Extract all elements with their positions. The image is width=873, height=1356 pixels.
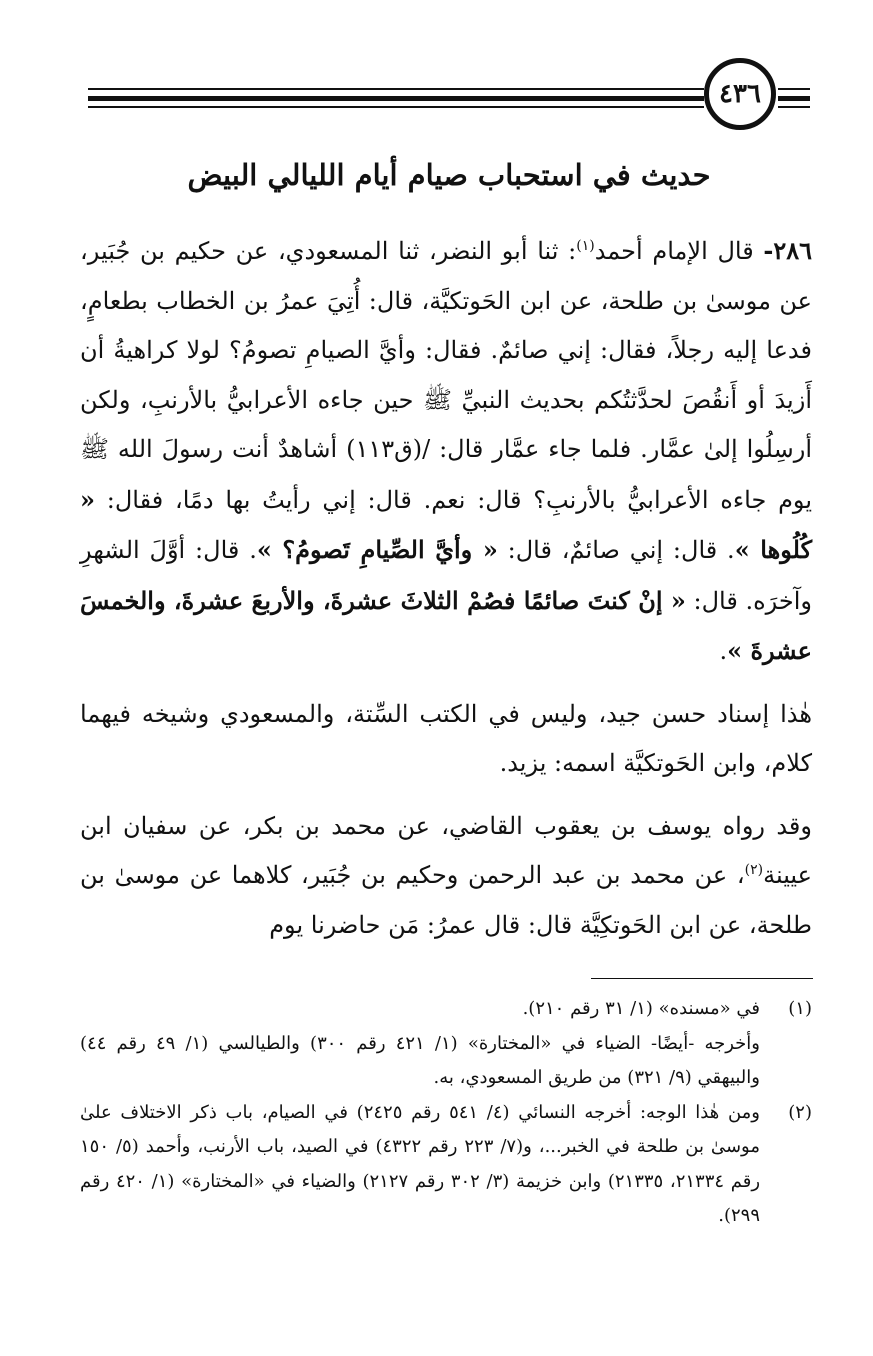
footnote-ref[interactable]: (٢) [744,862,764,878]
commentary-text: ، عن محمد بن عبد الرحمن وحكيم بن جُبَير، كلاهما عن موسىٰ بن طلحة، عن ابن الحَوتكِيَّة قال: قال عمرُ: مَن حاضرنا يوم [80,861,812,939]
footnote-line: ومن هٰذا الوجه: أخرجه النسائي (٤/ ٥٤١ رقم ٢٤٢٥) في الصيام، باب ذكر الاختلاف علىٰ موسىٰ بن طلحة في الخبر...، و(٧/ ٢٢٣ رقم ٤٣٢٢) في الصيد، باب الأرنب، وأحمد (٥/ ١٥٠ رقم ٢١٣٣٤، ٢١٣٣٥) وابن خزيمة (٣/ ٣٠٢ رقم ٢١٢٧) والضياء في «المختارة» (١/ ٤٢٠ رقم ٢٩٩). [80,1101,761,1226]
footnote [80,1096,812,1234]
header-rule [778,88,810,90]
prophetic-quote: « إنْ كنتَ صائمًا فصُمْ الثلاثَ عشرةَ، والأربعَ عشرةَ، والخمسَ عشرةَ » [80,585,812,665]
section-title: حديث في استحباب صيام أيام الليالي البيض [187,158,711,192]
hadith-text: . قال: إني صائمٌ، قال: [497,536,735,564]
page-header [88,58,810,142]
hadith-paragraph [80,226,812,677]
hadith-text: : ثنا أبو النضر، ثنا المسعودي، عن حكيم بن جُبَير، عن موسىٰ بن طلحة، عن ابن الحَوتكيَّة، قال: أُتِيَ عمرُ بن الخطاب بطعامٍ، فدعا إليه رجلاً، فقال: إني صائمٌ. فقال: وأيَّ الصيامِ تصومُ؟ لولا كراهيةُ أن أَزيدَ أو أَنقُصَ لحدَّثتُكم بحديث النبيِّ ﷺ حين جاءه الأعرابيُّ بالأرنبِ، ولكن أرسِلُوا إلىٰ عمَّار. فلما جاء عمَّار قال: /(ق١١٣) أشاهدٌ أنت رسولَ الله ﷺ يوم جاءه الأعرابيُّ بالأرنبِ؟ قال: نعم. قال: إني رأيتُ بها دمًا، فقال: [80,237,812,514]
header-rule [778,96,810,101]
footnotes [80,992,812,1234]
hadith-number: ٢٨٦- [763,236,812,265]
main-text [80,226,812,950]
footnote-mark: (٢) [788,1101,812,1123]
footnote [80,992,812,1096]
prophetic-quote: « كُلُوها » [80,484,813,564]
hadith-text: . [719,637,728,665]
footnote-line: في «مسنده» (١/ ٣١ رقم ٢١٠). [522,998,760,1019]
footnote-mark: (١) [788,998,812,1019]
commentary-text: وقد رواه يوسف بن يعقوب القاضي، عن محمد بن بكر، عن سفيان ابن عيينة [80,811,812,889]
commentary-paragraph: هٰذا إسناد حسن جيد، وليس في الكتب السِّتة، والمسعودي وشيخه فيهما كلام، وابن الحَوتكيَّة اسمه: يزيد. [80,699,812,777]
commentary-paragraph [80,802,812,951]
prophetic-quote: « وأيَّ الصِّيامِ تَصومُ؟ » [256,535,498,564]
header-rule [778,106,810,108]
header-rule [88,88,704,90]
hadith-text: قال الإمام أحمد [594,237,764,265]
footnote-ref[interactable]: (١) [576,238,595,254]
hadith-text: . قال: أوَّلَ الشهرِ وآخرَه. قال: [80,536,812,615]
footnote-line: وأخرجه -أيضًا- الضياء في «المختارة» (١/ ٤٢١ رقم ٣٠٠) والطيالسي (١/ ٤٩ رقم ٤٤) والبيهقي (٩/ ٣٢١) من طريق المسعودي، به. [80,1032,760,1088]
header-rule [88,106,704,108]
footnote-separator [591,978,813,979]
page-number: ٤٣٦ [704,58,776,130]
header-rule [88,96,704,101]
